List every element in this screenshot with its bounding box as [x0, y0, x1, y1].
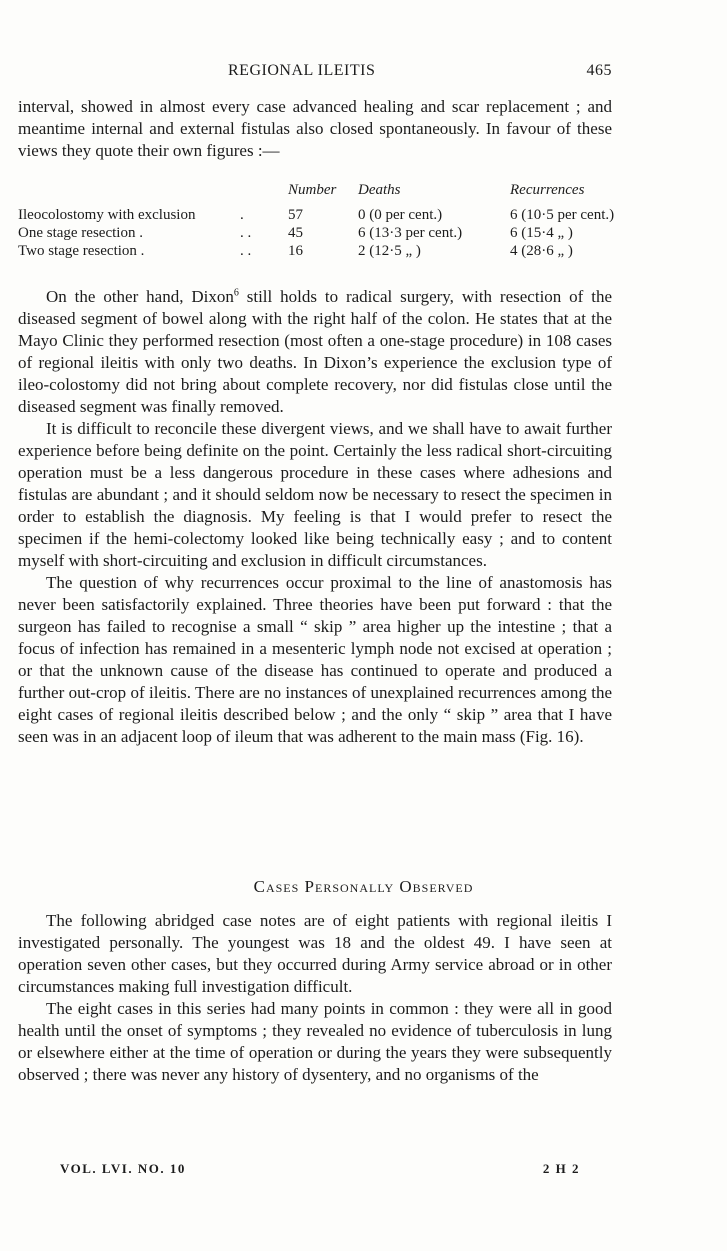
- header-number: Number: [288, 182, 337, 198]
- paragraph-divergent-views: It is difficult to reconcile these divergent views, and we shall have to await further experience before being definite on the point. Certainly the less radical short-circuiting operation must be a less dangerous procedure in these cases where adhesions and fistulas are abundant ; and it should seldom now be necessary to resect the specimen in order to establish the diagnosis. My feeling is that I would prefer to resect the specimen if the hemi-colectomy looked like being technically easy ; and to content myself with short-circuiting and exclusion in difficult circumstances.: [18, 419, 612, 570]
- cases-block: [18, 910, 612, 1086]
- row-number: 45: [288, 225, 303, 241]
- row-number: 16: [288, 243, 303, 259]
- row-deaths: 0 (0 per cent.): [358, 207, 443, 223]
- section-heading: Cases Personally Observed: [253, 877, 474, 896]
- paragraph-recurrences: The question of why recurrences occur proximal to the line of anastomosis has never been satisfactorily explained. Three theories have been put forward : that the surgeon has failed to recognise a small “ skip ” area higher up the intestine ; that a focus of infection has remained in a mesenteric lymph node not excised at operation ; or that the unknown cause of the disease has continued to operate and produced a further out-crop of ileitis. There are no instances of unexplained recurrences among the eight cases of regional ileitis described below ; and the only “ skip ” area that I have seen was in an adjacent loop of ileum that was adherent to the main mass (Fig. 16).: [18, 573, 612, 746]
- leader-dots: . .: [240, 243, 252, 259]
- paragraph-dixon: On the other hand, Dixon$^6$ still holds to radical surgery, with resection of the diseased segment of bowel along with the right half of the colon. He states that at the Mayo Clinic they performed resection (most often a one-stage procedure) in 108 cases of regional ileitis with only two deaths. In Dixon’s experience the exclusion type of ileo-colostomy did not bring about complete recovery, nor did fistulas close until the diseased segment was finally removed.: [18, 287, 612, 416]
- leader-dots: .: [240, 207, 244, 223]
- row-label: Two stage resection .: [18, 243, 145, 259]
- signature-mark: 2 H 2: [542, 1161, 580, 1176]
- row-recurrences: 6 (15·4 „ ): [510, 225, 573, 241]
- table-row: [18, 242, 618, 260]
- row-deaths: 2 (12·5 „ ): [358, 243, 421, 259]
- running-title: REGIONAL ILEITIS: [228, 62, 376, 79]
- header-deaths: Deaths: [358, 182, 401, 198]
- row-deaths: 6 (13·3 per cent.): [358, 225, 463, 241]
- header-recurrences: Recurrences: [510, 182, 585, 198]
- paragraph-case-notes: The following abridged case notes are of eight patients with regional ileitis I investigated personally. The youngest was 18 and the oldest 49. I have seen at operation seven other cases, but they occurred during Army service abroad or in other circumstances making full investigation difficult.: [18, 911, 612, 996]
- intro-paragraph-block: [18, 96, 612, 162]
- table-header-row: [18, 182, 618, 206]
- paragraph-common-points: The eight cases in this series had many points in common : they were all in good health until the onset of symptoms ; they revealed no evidence of tuberculosis in lung or elsewhere either at the time of operation or during the years they were subsequently observed ; there was never any history of dysentery, and no organisms of the: [18, 999, 612, 1084]
- table-row: [18, 224, 618, 242]
- row-recurrences: 4 (28·6 „ ): [510, 243, 573, 259]
- row-number: 57: [288, 207, 303, 223]
- results-table: [18, 182, 618, 260]
- row-recurrences: 6 (10·5 per cent.): [510, 207, 615, 223]
- leader-dots: . .: [240, 225, 252, 241]
- page-number: 465: [586, 62, 612, 79]
- table-row: [18, 206, 618, 224]
- reference-marker[interactable]: 6: [233, 287, 239, 299]
- row-label: One stage resection .: [18, 225, 143, 241]
- discussion-block: [18, 286, 612, 748]
- volume-line: VOL. LVI. NO. 10: [60, 1161, 186, 1176]
- intro-paragraph: interval, showed in almost every case advanced healing and scar replacement ; and meantime internal and external fistulas also closed spontaneously. In favour of these views they quote their own figures :—: [18, 97, 612, 160]
- row-label: Ileocolostomy with exclusion: [18, 207, 196, 223]
